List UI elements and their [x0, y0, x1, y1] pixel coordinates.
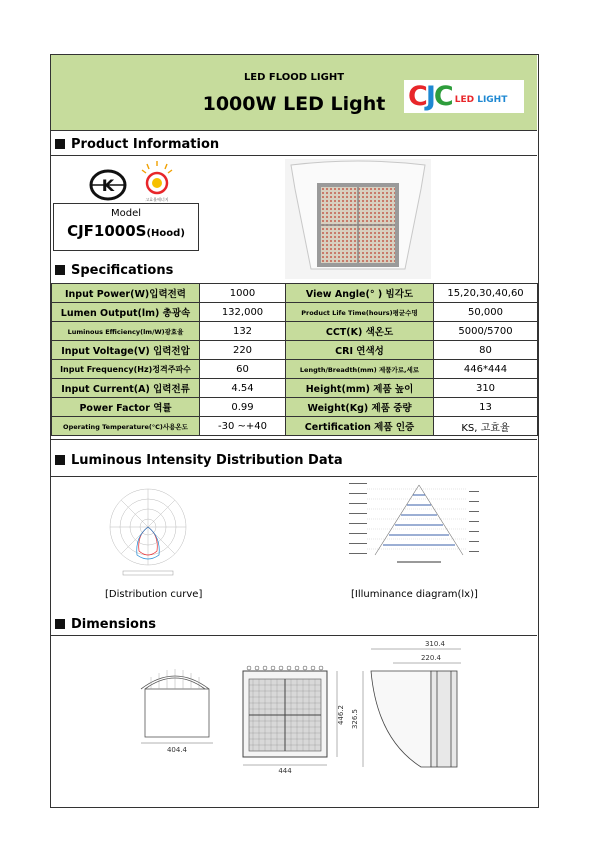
page-title: 1000W LED Light	[202, 93, 386, 115]
spec-value: 1000	[200, 284, 286, 303]
spec-label: Height(mm) 제품 높이	[286, 379, 434, 398]
spec-value: 50,000	[434, 303, 538, 322]
product-category: LED FLOOD LIGHT	[243, 72, 345, 83]
spec-label: View Angle(° ) 빔각도	[286, 284, 434, 303]
illuminance-caption: [Illuminance diagram(lx)]	[351, 589, 478, 600]
divider	[51, 476, 537, 477]
spec-label: Certification 제품 인증	[286, 417, 434, 436]
spec-value: 0.99	[200, 398, 286, 417]
model-name	[54, 222, 198, 240]
header-banner	[51, 55, 537, 131]
spec-table	[51, 283, 538, 436]
spec-label: CRI 연색성	[286, 341, 434, 360]
distribution-curve-chart	[93, 483, 203, 577]
section-title: Luminous Intensity Distribution Data	[71, 452, 343, 468]
hood-view-drawing	[141, 669, 213, 743]
spec-label: CCT(K) 색온도	[286, 322, 434, 341]
model-number: CJF1000S	[67, 222, 147, 240]
spec-label: Luminous Efficiency(lm/W)광효율	[52, 322, 200, 341]
front-view-drawing	[243, 666, 337, 765]
section-title: Product Information	[71, 136, 220, 152]
spec-label: Input Current(A) 입력전류	[52, 379, 200, 398]
model-suffix: (Hood)	[146, 228, 185, 239]
side-view-drawing	[363, 649, 461, 767]
front-width-label: 444	[278, 767, 292, 775]
front-height-label: 446.2	[337, 704, 345, 726]
section-product-information	[51, 133, 537, 155]
divider	[51, 439, 537, 440]
spec-value: 80	[434, 341, 538, 360]
bullet-square-icon	[55, 619, 65, 629]
spec-value: 5000/5700	[434, 322, 538, 341]
side-inner-width-label: 220.4	[420, 654, 442, 662]
table-row	[52, 284, 538, 303]
logo-tagline	[455, 95, 508, 105]
ks-certification-icon	[89, 169, 127, 201]
logo-letter-c1: C	[408, 81, 426, 112]
spec-label: Weight(Kg) 제품 중량	[286, 398, 434, 417]
illuminance-diagram-chart	[347, 479, 487, 575]
svg-text:K: K	[101, 176, 115, 195]
cjc-logo	[404, 80, 524, 113]
spec-value: 60	[200, 360, 286, 379]
distribution-caption: [Distribution curve]	[105, 589, 203, 600]
spec-label: Input Frequency(Hz)정격주파수	[52, 360, 200, 379]
section-luminous-intensity	[51, 449, 537, 471]
spec-value: 15,20,30,40,60	[434, 284, 538, 303]
model-box	[53, 203, 199, 251]
spec-value: 13	[434, 398, 538, 417]
table-row	[52, 360, 538, 379]
table-row	[52, 303, 538, 322]
section-title: Dimensions	[71, 616, 156, 632]
spec-value: 310	[434, 379, 538, 398]
hood-width-label: 404.4	[166, 746, 188, 754]
table-row	[52, 398, 538, 417]
spec-value: 132,000	[200, 303, 286, 322]
model-label: Model	[110, 208, 142, 219]
dimension-drawings	[131, 639, 531, 785]
datasheet	[50, 54, 539, 808]
logo-tagline-led: LED	[454, 94, 475, 105]
table-row	[52, 379, 538, 398]
side-outer-width-label: 310.4	[424, 640, 446, 648]
spec-value: 446*444	[434, 360, 538, 379]
spec-label: Input Power(W)입력전력	[52, 284, 200, 303]
divider	[51, 635, 537, 636]
spec-label: Length/Breadth(mm) 제품가로,세로	[286, 360, 434, 379]
spec-label: Lumen Output(lm) 총광속	[52, 303, 200, 322]
table-row	[52, 322, 538, 341]
spec-label: Product Life Time(hours)평균수명	[286, 303, 434, 322]
section-specifications	[51, 259, 537, 281]
section-dimensions	[51, 613, 537, 635]
bullet-square-icon	[55, 455, 65, 465]
eff-mark-text: 고효율에너지	[145, 197, 169, 202]
table-row	[52, 417, 538, 436]
table-row	[52, 341, 538, 360]
spec-value: 4.54	[200, 379, 286, 398]
divider	[51, 155, 537, 156]
logo-letter-c2: C	[433, 81, 452, 112]
spec-label: Input Voltage(V) 입력전압	[52, 341, 200, 360]
logo-letter-j: J	[425, 81, 434, 112]
section-title: Specifications	[71, 262, 174, 278]
spec-label: Power Factor 역률	[52, 398, 200, 417]
high-efficiency-icon	[139, 159, 175, 203]
spec-value: -30 ~+40	[200, 417, 286, 436]
logo-tagline-light: LIGHT	[477, 94, 508, 105]
bullet-square-icon	[55, 265, 65, 275]
spec-value: 132	[200, 322, 286, 341]
spec-value: 220	[200, 341, 286, 360]
bullet-square-icon	[55, 139, 65, 149]
side-height-label: 326.5	[351, 708, 359, 730]
spec-label: Operating Temperature(°C)사용온도	[52, 417, 200, 436]
spec-value: KS, 고효율	[434, 417, 538, 436]
